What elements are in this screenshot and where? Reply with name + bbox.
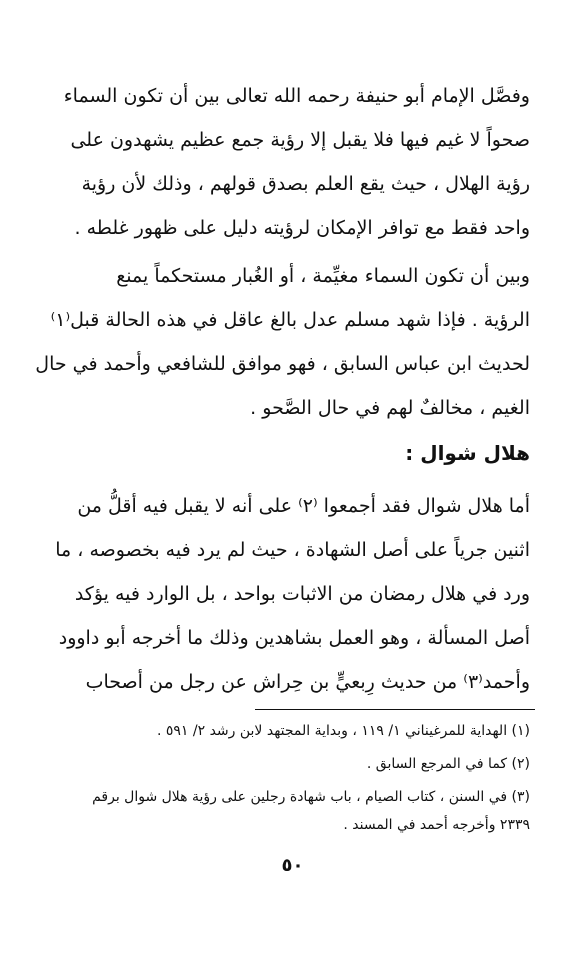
text-line: أصل المسألة ، وهو العمل بشاهدين وذلك ما أخرجه أبو داوود [58, 627, 530, 649]
text-line: أما هلال شوال فقد أجمعوا ⁽٢⁾ على أنه لا يقبل فيه أقلُّ من [77, 495, 530, 517]
text-line: اثنين جرياً على أصل الشهادة ، حيث لم يرد فيه بخصوصه ، ما [55, 539, 530, 561]
page-number: ٥٠ [281, 855, 304, 876]
footnote-2: (٢) كما في المرجع السابق . [366, 756, 530, 772]
text-line: ورد في هلال رمضان من الاثبات بواحد ، بل الوارد فيه يؤكد [74, 583, 530, 605]
text-line: وفصَّل الإمام أبو حنيفة رحمه الله تعالى بين أن تكون السماء [63, 85, 530, 107]
footnote-1: (١) الهداية للمرغيناني ١/ ١١٩ ، وبداية المجتهد لابن رشد ٢/ ٥٩١ . [156, 723, 530, 739]
text-line: واحد فقط مع توافر الإمكان لرؤيته دليل على ظهور غلطه . [74, 217, 530, 239]
text-line: صحواً لا غيم فيها فلا يقبل إلا رؤية جمع عظيم يشهدون على [70, 129, 530, 151]
text-line: وأحمد⁽٣⁾ من حديث رِبعيٍّ بن حِراش عن رجل من أصحاب [85, 671, 530, 693]
footnote-3: (٣) في السنن ، كتاب الصيام ، باب شهادة رجلين على رؤية هلال شوال برقم [92, 789, 530, 805]
text-line: وبين أن تكون السماء مغيِّمة ، أو الغُبار مستحكماً يمنع [116, 265, 530, 287]
footnote-3-continued: ٢٣٣٩ وأخرجه أحمد في المسند . [343, 817, 530, 833]
text-line: رؤية الهلال ، حيث يقع العلم بصدق قولهم ، وذلك لأن رؤية [81, 173, 530, 195]
section-heading: هلال شوال : [405, 441, 530, 465]
text-line: لحديث ابن عباس السابق ، فهو موافق للشافعي وأحمد في حال [35, 353, 530, 375]
footnote-divider [255, 709, 535, 710]
text-line: الرؤية . فإذا شهد مسلم عدل بالغ عاقل في هذه الحالة قبل⁽١⁾ [50, 309, 530, 331]
text-line: الغيم ، مخالفٌ لهم في حال الصَّحو . [250, 397, 530, 419]
